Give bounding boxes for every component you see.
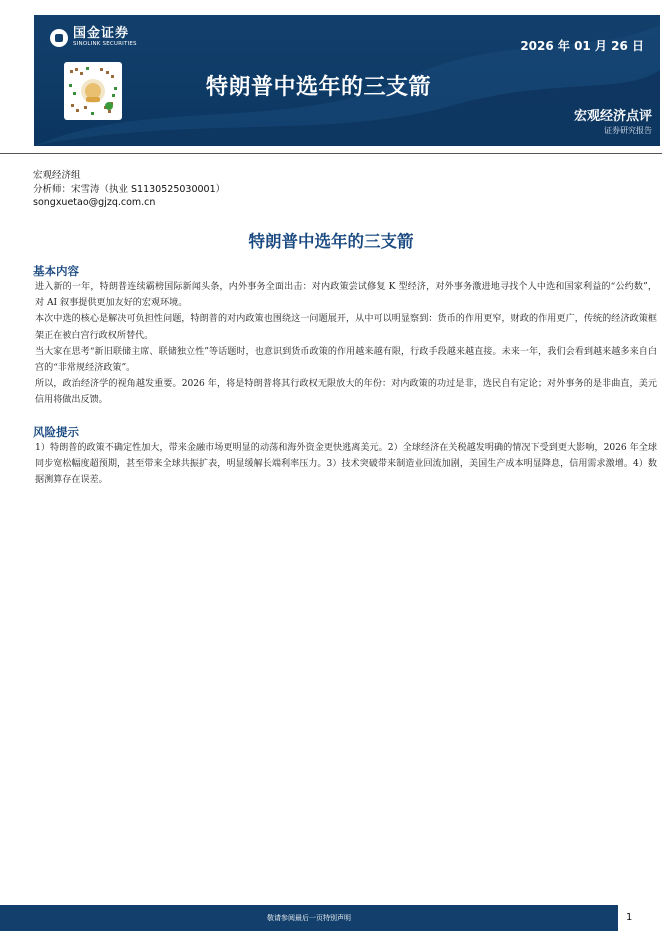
risk-body <box>35 440 657 489</box>
qr-code-icon <box>64 62 122 120</box>
footer-disclaimer: 敬请参阅最后一页特别声明 <box>267 914 351 922</box>
header-banner <box>34 15 660 146</box>
summary-paragraph: 本次中选的核心是解决可负担性问题，特朗普的对内政策也围绕这一问题展开，从中可以明显察到：货币的作用更窄，财政的作用更广，传统的经济政策框架正在被白宫行政权所替代。 <box>35 314 657 341</box>
summary-paragraph: 进入新的一年，特朗普连续霸榜国际新闻头条，内外事务全面出击：对内政策尝试修复 K 型经济，对外事务激进地寻找个人中选和国家利益的“公约数”，对 AI 叙事提供更加友好的宏观环境。 <box>35 282 657 309</box>
document-title: 特朗普中选年的三支箭 <box>248 232 414 251</box>
summary-paragraph: 所以，政治经济学的视角越发重要。2026 年，将是特朗普将其行政权无限放大的年份：对内政策的功过是非，选民自有定论；对外事务的是非曲直，美元信用将做出反馈。 <box>35 379 657 406</box>
summary-body <box>35 279 657 409</box>
company-logo <box>50 27 137 48</box>
team-name: 宏观经济组 <box>33 170 81 181</box>
report-date: 2026 年 01 月 26 日 <box>520 39 644 53</box>
banner-title: 特朗普中选年的三支箭 <box>206 75 432 100</box>
footer-bar <box>0 905 618 931</box>
risk-paragraph: 1）特朗普的政策不确定性加大，带来金融市场更明显的动荡和海外资金更快逃离美元。2）全球经济在关税越发明确的情况下受到更大影响，2026 年全球同步宽松幅度超预期，甚至带来全球共振扩表，明显缓解长端利率压力。3）技术突破带来制造业回流加剧，美国生产成本明显降息，信用需求激增。4）数据测算存在误差。 <box>35 443 657 486</box>
section-heading-risk: 风险提示 <box>33 425 79 439</box>
logo-name-cn: 国金证券 <box>73 26 130 41</box>
analyst-name: 分析师：宋雪涛（执业 S1130525030001） <box>33 183 226 195</box>
logo-name-en: SINOLINK SECURITIES <box>73 41 137 47</box>
author-block <box>33 169 225 210</box>
summary-paragraph: 当大家在思考“新旧联储主席、联储独立性”等话题时，也意识到货币政策的作用越来越有限，行政手段越来越直接。未来一年，我们会看到越来越多来自白宫的“非常规经济政策”。 <box>35 346 657 374</box>
report-type: 证券研究报告 <box>604 126 652 135</box>
logo-icon <box>50 29 68 47</box>
page-number: 1 <box>626 912 633 923</box>
section-heading-summary: 基本内容 <box>33 264 79 278</box>
header-divider <box>0 153 662 154</box>
analyst-email: songxuetao@gjzq.com.cn <box>33 197 156 208</box>
report-category: 宏观经济点评 <box>573 109 652 124</box>
